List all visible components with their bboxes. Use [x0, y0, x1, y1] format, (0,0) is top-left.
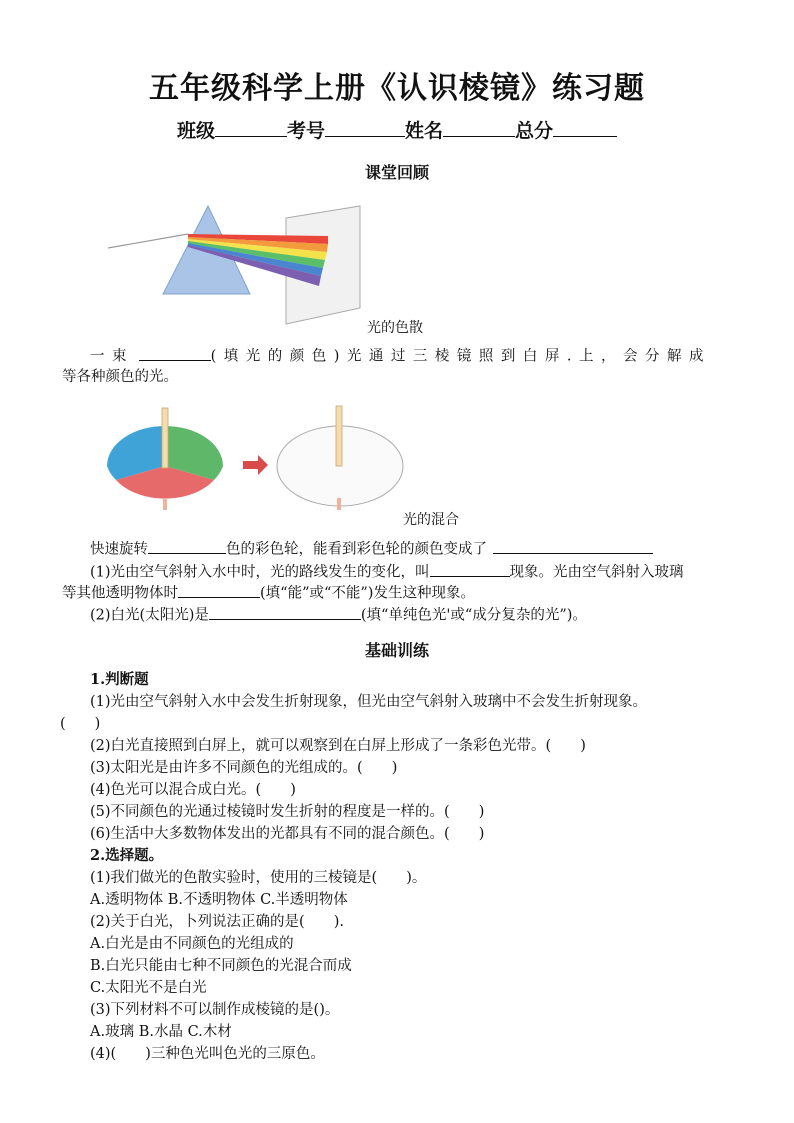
result-color-blank[interactable]: [493, 538, 653, 554]
wheel-axle-tip: [163, 498, 167, 510]
review-q1-line2: 等其他透明物体时 (填“能”或“不能”)发生这种现象。: [62, 582, 475, 605]
choice-item-2-option-a: A.白光是由不同颜色的光组成的: [90, 936, 294, 952]
score-label: 总分: [515, 120, 554, 142]
color-wheel-figure: [100, 398, 410, 518]
choice-item-3-options: A.玻璃 B.水晶 C.木材: [90, 1024, 232, 1040]
judge-item-5: (5)不同颜色的光通过棱镜时发生折射的程度是一样的。( ): [90, 804, 485, 820]
choice-item-4: (4)( )三种色光叫色光的三原色。: [90, 1046, 325, 1062]
wheel-axle: [162, 408, 168, 468]
figure-caption-dispersion: 光的色散: [367, 320, 423, 336]
choice-item-2-option-c: C.太阳光不是白光: [90, 980, 207, 996]
page-title: 五年级科学上册《认识棱镜》练习题: [149, 71, 645, 106]
judge-item-2: (2)白光直接照到白屏上，就可以观察到在白屏上形成了一条彩色光带。( ): [90, 738, 586, 754]
practice-heading: 基础训练: [364, 641, 429, 660]
judge-item-4: (4)色光可以混合成白光。( ): [90, 782, 296, 798]
review-q2: (2)白光(太阳光)是 (填“单纯色光'或“成分复杂的光”)。: [90, 604, 587, 627]
spinning-axle: [336, 406, 342, 466]
choice-item-1: (1)我们做光的色散实验时，使用的三棱镜是( )。: [90, 870, 427, 886]
score-blank[interactable]: [553, 117, 617, 137]
spinning-axle-tip: [337, 498, 341, 510]
arrow-icon: [243, 455, 268, 475]
white-light-blank[interactable]: [209, 604, 361, 620]
number-blank[interactable]: [325, 117, 405, 137]
mixing-text: 快速旋转 色的彩色轮，能看到彩色轮的颜色变成了: [90, 538, 653, 561]
class-label: 班级: [176, 120, 215, 142]
choice-item-2: (2)关于白光，卜列说法正确的是( ).: [90, 914, 344, 930]
student-info-line: [0, 116, 794, 143]
light-beam: [108, 234, 188, 248]
dispersion-text-cont: 等各种颜色的光。: [62, 369, 178, 385]
prism-dispersion-figure: [108, 196, 370, 328]
review-q1-line1: (1)光由空气斜射入水中时，光的路线发生的变化，叫 现象。光由空气斜射入玻璃: [90, 561, 684, 584]
figure-caption-mixing: 光的混合: [403, 512, 459, 528]
judge-item-6: (6)生活中大多数物体发出的光都具有不同的混合颜色。( ): [90, 826, 485, 842]
judge-heading: 1.判断题: [90, 671, 149, 688]
can-cannot-blank[interactable]: [178, 582, 260, 598]
choice-item-3: (3)下列材料不可以制作成棱镜的是()。: [90, 1002, 340, 1018]
judge-item-1-bracket[interactable]: ( ): [60, 716, 101, 732]
judge-item-3: (3)太阳光是由许多不同颜色的光组成的。( ): [90, 760, 398, 776]
review-heading: 课堂回顾: [364, 163, 429, 182]
number-label: 考号: [286, 120, 325, 142]
judge-item-1: (1)光由空气斜射入水中会发生折射现象，但光由空气斜射入玻璃中不会发生折射现象。: [90, 694, 648, 710]
choice-item-1-options: A.透明物体 B.不透明物体 C.半透明物体: [90, 892, 348, 908]
wheel-color-blank[interactable]: [148, 538, 226, 554]
name-label: 姓名: [405, 120, 444, 142]
class-blank[interactable]: [215, 117, 287, 137]
choice-heading: 2.选择题。: [90, 847, 164, 864]
dispersion-text: 一束 (填光的颜色)光通过三棱镜照到白屏.上，会分解成: [90, 345, 711, 368]
choice-item-2-option-b: B.白光只能由七种不同颜色的光混合而成: [90, 958, 352, 974]
name-blank[interactable]: [443, 117, 515, 137]
refraction-blank[interactable]: [430, 561, 510, 577]
light-color-blank[interactable]: [139, 345, 211, 361]
